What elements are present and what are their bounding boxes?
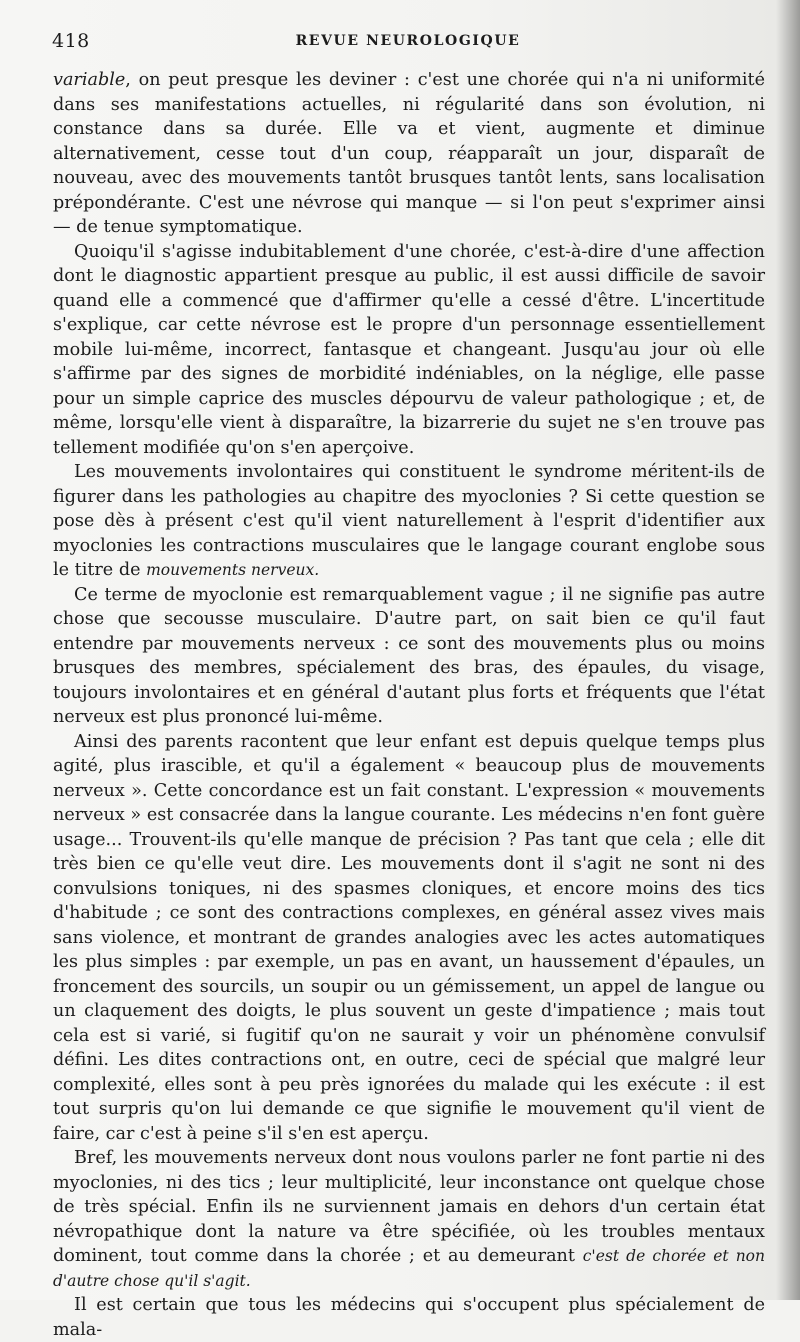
paragraph-1 — [53, 68, 765, 240]
paragraph-2: Quoiqu'il s'agisse indubitablement d'une chorée, c'est-à-dire d'une affection dont le diagnostic appartient presque au public, il est aussi difficile de savoir quand elle a commencé que d'affirmer qu'elle a cessé d'être. L'incertitude s'explique, car cette névrose est le propre d'un personnage essentiellement mobile lui-même, incorrect, fantasque et changeant. Jusqu'au jour où elle s'affirme par des signes de morbidité indéniables, on la néglige, elle passe pour un simple caprice des muscles dépourvu de valeur pathologique ; et, de même, lorsqu'elle vient à disparaître, la bizarrerie du sujet ne s'en trouve pas tellement modifiée qu'on s'en aperçoive. — [53, 241, 765, 458]
paragraph-6-text: Bref, les mouvements nerveux dont nous voulons parler ne font partie ni des myoclonies, ni des tics ; leur multiplicité, leur inconstance ont quelque chose de très spécial. Enfin ils ne surviennent jamais en dehors d'un certain état névropathique dont la nature va être spécifiée, où les troubles mentaux dominent, tout comme dans la chorée ; et au demeurant — [53, 1148, 765, 1266]
page-number: 418 — [52, 30, 90, 52]
paragraph-5: Ainsi des parents racontent que leur enfant est depuis quelque temps plus agité, plus irascible, et qu'il a également « beaucoup plus de mouvements nerveux ». Cette concordance est un fait constant. L'expression « mouvements nerveux » est consacrée dans la langue courante. Les médecins n'en font guère usage... Trouvent-ils qu'elle manque de précision ? Pas tant que cela ; elle dit très bien ce qu'elle veut dire. Les mouvements dont il s'agit ne sont ni des convulsions toniques, ni des spasmes cloniques, et encore moins des tics d'habitude ; ce sont des contractions complexes, en général assez vives mais sans violence, et montrant de grandes analogies avec les actes automatiques les plus simples : par exemple, un pas en avant, un haussement d'épaules, un froncement des sourcils, un soupir ou un gémissement, un appel de langue ou un claquement des doigts, le plus souvent un geste d'impatience ; mais tout cela est si varié, si fugitif qu'on ne saurait y voir un phénomène convulsif défini. Les dites contractions ont, en outre, ceci de spécial que malgré leur complexité, elles sont à peu près ignorées du malade qui les exécute : il est tout surpris qu'on lui demande ce que signifie le mouvement qu'il vient de faire, car c'est à peine s'il s'en est aperçu. — [53, 731, 765, 1144]
journal-title: REVUE NEUROLOGIQUE — [295, 33, 521, 49]
paragraph-1-lead-italic: variable — [53, 70, 126, 90]
paragraph-3 — [53, 460, 765, 583]
article-body — [53, 68, 765, 1342]
paragraph-7: Il est certain que tous les médecins qui s'occupent plus spécialement de mala- — [53, 1295, 765, 1340]
paragraph-3-tail-italic: mouvements nerveux. — [146, 561, 320, 579]
paragraph-6-tail-italic: c'est de chorée et non d'autre chose qu'il s'agit. — [53, 1247, 765, 1290]
paragraph-6 — [53, 1146, 765, 1293]
running-head — [52, 30, 764, 56]
paragraph-1-text: , on peut presque les deviner : c'est une chorée qui n'a ni uniformité dans ses manifestations actuelles, ni régularité dans son évolution, ni constance dans sa durée. Elle va et vient, augmente et diminue alternativement, cesse tout d'un coup, réapparaît un jour, disparaît de nouveau, avec des mouvements tantôt brusques tantôt lents, sans localisation prépondérante. C'est une névrose qui manque — si l'on peut s'exprimer ainsi — de tenue symptomatique. — [53, 70, 765, 237]
paragraph-3-text: Les mouvements involontaires qui constituent le syndrome méritent-ils de figurer dans les pathologies au chapitre des myoclonies ? Si cette question se pose dès à présent c'est qu'il vient naturellement à l'esprit d'identifier aux myoclonies les contractions musculaires que le langage courant englobe sous le titre de — [53, 462, 765, 580]
paragraph-4: Ce terme de myoclonie est remarquablement vague ; il ne signifie pas autre chose que secousse musculaire. D'autre part, on sait bien ce qu'il faut entendre par mouvements nerveux : ce sont des mouvements plus ou moins brusques des membres, spécialement des bras, des épaules, du visage, toujours involontaires et en général d'autant plus forts et fréquents que l'état nerveux est plus prononcé lui-même. — [53, 584, 765, 727]
